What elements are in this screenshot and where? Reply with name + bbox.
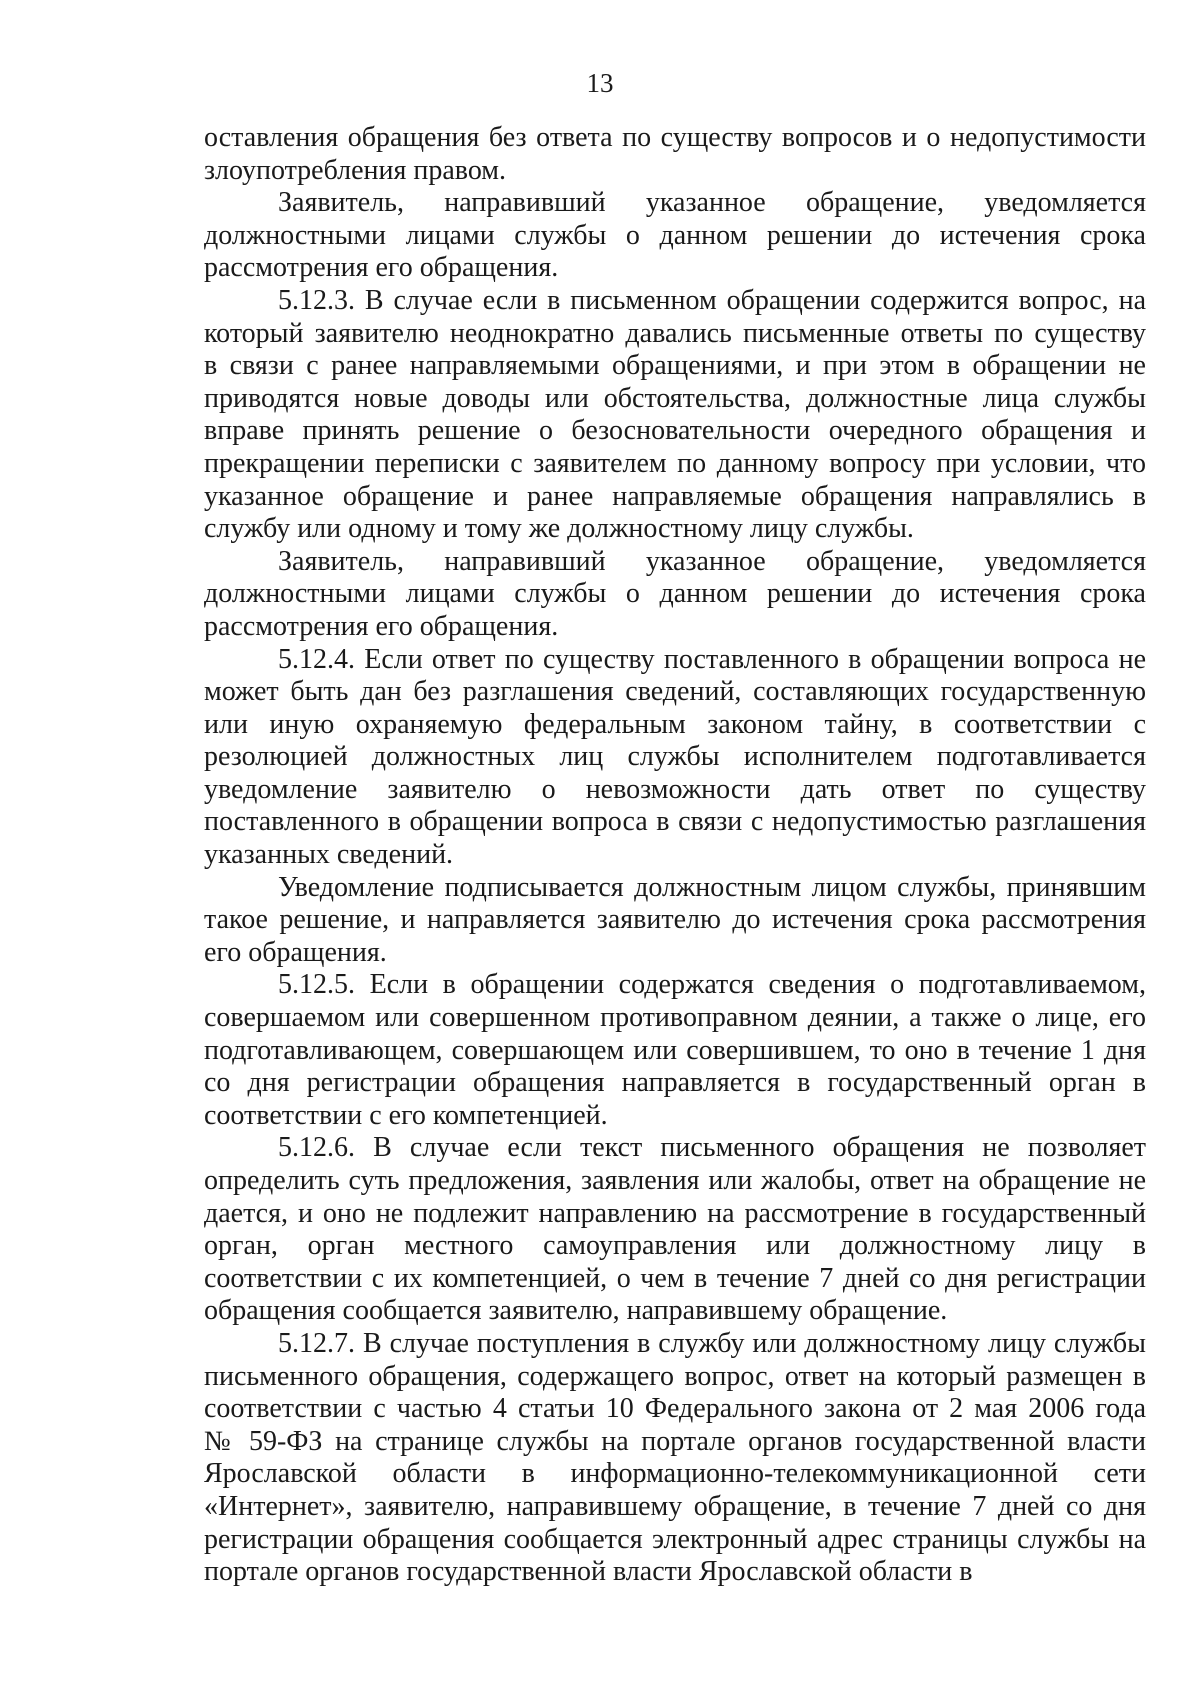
text-line: рассмотрения его обращения. xyxy=(204,610,559,642)
text-line: уведомление заявителю о невозможности дать ответ по существу xyxy=(204,773,1146,805)
text-line: определить суть предложения, заявления или жалобы, ответ на обращение не xyxy=(204,1165,1146,1196)
text-line: подготавливающем, совершающем или совершившем, то оно в течение 1 дня xyxy=(204,1034,1146,1066)
text-line: прекращении переписки с заявителем по данному вопросу при условии, что xyxy=(204,447,1146,479)
text-line: в связи с ранее направляемыми обращениями, и при этом в обращении не xyxy=(204,350,1146,382)
text-line: Заявитель, направивший указанное обращение, уведомляется xyxy=(278,545,1146,577)
paragraph xyxy=(204,969,1146,1132)
paragraph xyxy=(204,1328,1146,1589)
text-line: такое решение, и направляется заявителю до истечения срока рассмотрения xyxy=(204,904,1146,936)
text-line: резолюцией должностных лиц службы исполнителем подготавливается xyxy=(204,741,1146,773)
text-line: регистрации обращения сообщается электронный адрес страницы службы на xyxy=(204,1523,1146,1555)
text-line: 5.12.4. Если ответ по существу поставленного в обращении вопроса не xyxy=(278,643,1146,675)
text-line: Заявитель, направивший указанное обращение, уведомляется xyxy=(278,187,1146,219)
text-line: обращения сообщается заявителю, направившему обращение. xyxy=(204,1295,948,1327)
text-line: дается, и оно не подлежит направлению на рассмотрение в государственный xyxy=(204,1197,1146,1229)
text-line: может быть дан без разглашения сведений, составляющих государственную xyxy=(204,676,1146,708)
text-line: злоупотребления правом. xyxy=(204,154,507,186)
document-body xyxy=(204,122,1146,1589)
text-line: его обращения. xyxy=(204,936,387,968)
paragraph xyxy=(204,872,1146,970)
text-line: «Интернет», заявителю, направившему обращение, в течение 7 дней со дня xyxy=(204,1490,1146,1522)
text-line: вправе принять решение о безосновательности очередного обращения и xyxy=(204,415,1146,447)
text-line: соответствии с их компетенцией, о чем в течение 7 дней со дня регистрации xyxy=(204,1262,1146,1294)
page-number: 13 xyxy=(586,68,614,98)
paragraph xyxy=(204,546,1146,644)
text-line: должностными лицами службы о данном решении до истечения срока xyxy=(204,219,1146,251)
text-line: соответствии с частью 4 статьи 10 Федерального закона от 2 мая 2006 года xyxy=(204,1393,1146,1425)
text-line: указанное обращение и ранее направляемые обращения направлялись в xyxy=(204,480,1146,512)
text-line: приводятся новые доводы или обстоятельства, должностные лица службы xyxy=(204,382,1146,414)
text-line: 5.12.3. В случае если в письменном обращении содержится вопрос, на xyxy=(278,284,1146,316)
text-line: соответствии с его компетенцией. xyxy=(204,1099,608,1131)
text-line: Ярославской области в информационно-телекоммуникационной сети xyxy=(204,1458,1146,1490)
text-line: совершаемом или совершенном противоправном деянии, а также о лице, его xyxy=(204,1002,1146,1034)
text-line: со дня регистрации обращения направляется в государственный орган в xyxy=(204,1067,1146,1099)
paragraph xyxy=(204,644,1146,872)
text-line: Уведомление подписывается должностным лицом службы, принявшим xyxy=(278,871,1146,903)
text-line: письменного обращения, содержащего вопрос, ответ на который размещен в xyxy=(204,1360,1146,1392)
paragraph xyxy=(204,1132,1146,1328)
text-line: 5.12.6. В случае если текст письменного обращения не позволяет xyxy=(278,1132,1146,1164)
paragraph xyxy=(204,285,1146,546)
paragraph xyxy=(204,122,1146,187)
text-line: указанных сведений. xyxy=(204,839,454,871)
text-line: оставления обращения без ответа по существу вопросов и о недопустимости xyxy=(204,122,1146,153)
text-line: портале органов государственной власти Ярославской области в xyxy=(204,1556,973,1588)
text-line: должностными лицами службы о данном решении до истечения срока xyxy=(204,578,1146,610)
text-line: который заявителю неоднократно давались письменные ответы по существу xyxy=(204,317,1146,349)
text-line: орган, орган местного самоуправления или должностному лицу в xyxy=(204,1230,1146,1262)
text-line: рассмотрения его обращения. xyxy=(204,252,559,284)
text-line: № 59-ФЗ на странице службы на портале органов государственной власти xyxy=(204,1425,1146,1457)
text-line: 5.12.5. Если в обращении содержатся сведения о подготавливаемом, xyxy=(278,969,1146,1001)
text-line: или иную охраняемую федеральным законом тайну, в соответствии с xyxy=(204,708,1146,740)
text-line: поставленного в обращении вопроса в связи с недопустимостью разглашения xyxy=(204,806,1146,838)
text-line: 5.12.7. В случае поступления в службу или должностному лицу службы xyxy=(278,1327,1146,1359)
paragraph xyxy=(204,187,1146,285)
text-line: службу или одному и тому же должностному лицу службы. xyxy=(204,513,914,545)
